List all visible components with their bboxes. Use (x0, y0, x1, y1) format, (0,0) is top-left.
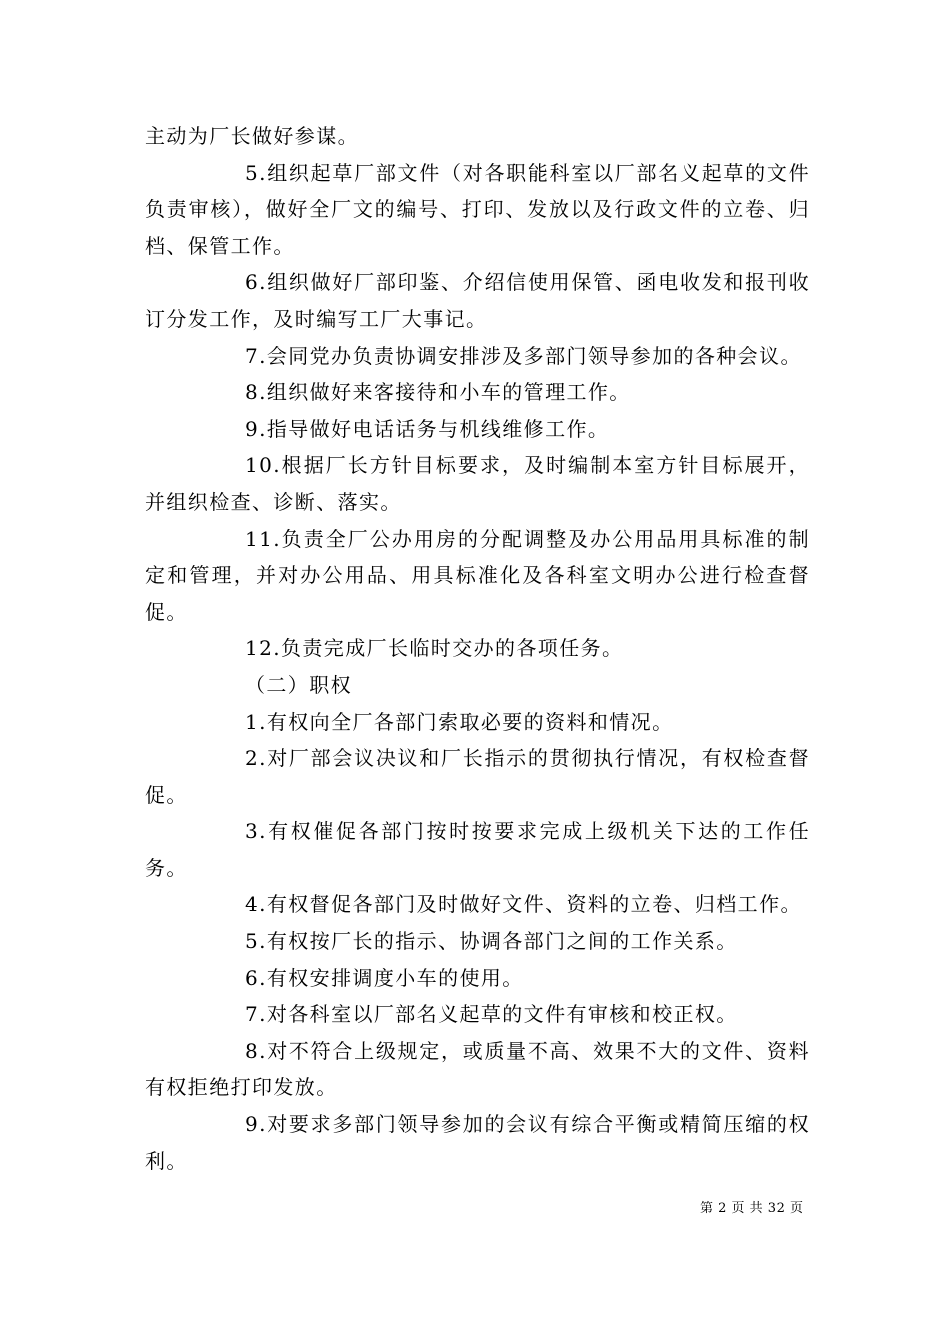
power-item-3: 3.有权催促各部门按时按要求完成上级机关下达的工作任务。 (145, 819, 810, 880)
paragraph-item-11: 11.负责全厂公办用房的分配调整及办公用品用具标准的制定和管理，并对办公用品、用具标准化及各科室文明办公进行检查督促。 (145, 526, 810, 624)
document-body (145, 118, 810, 1179)
section-heading-powers: （二）职权 (245, 672, 352, 697)
paragraph-item-10: 10.根据厂长方针目标要求，及时编制本室方针目标展开，并组织检查、诊断、落实。 (145, 453, 810, 514)
paragraph-continuation: 主动为厂长做好参谋。 (145, 124, 359, 148)
power-item-1: 1.有权向全厂各部门索取必要的资料和情况。 (245, 709, 674, 734)
power-item-6: 6.有权安排调度小车的使用。 (245, 965, 524, 990)
power-item-7: 7.对各科室以厂部名义起草的文件有审核和校正权。 (245, 1002, 738, 1027)
power-item-8: 8.对不符合上级规定，或质量不高、效果不大的文件、资料有权拒绝打印发放。 (145, 1038, 810, 1100)
paragraph-item-9: 9.指导做好电话话务与机线维修工作。 (245, 416, 610, 441)
paragraph-item-8: 8.组织做好来客接待和小车的管理工作。 (245, 380, 631, 405)
paragraph-item-12: 12.负责完成厂长临时交办的各项任务。 (245, 636, 624, 661)
paragraph-item-6: 6.组织做好厂部印鉴、介绍信使用保管、函电收发和报刊收订分发工作，及时编写工厂大事记。 (145, 270, 810, 331)
power-item-9: 9.对要求多部门领导参加的会议有综合平衡或精简压缩的权利。 (145, 1112, 810, 1173)
power-item-4: 4.有权督促各部门及时做好文件、资料的立卷、归档工作。 (245, 892, 802, 917)
page-number: 第 2 页 共 32 页 (700, 1201, 804, 1216)
paragraph-item-7: 7.会同党办负责协调安排涉及多部门领导参加的各种会议。 (245, 343, 802, 368)
paragraph-item-5: 5.组织起草厂部文件（对各职能科室以厂部名义起草的文件负责审核），做好全厂文的编号、打印、发放以及行政文件的立卷、归档、保管工作。 (145, 160, 810, 258)
power-item-2: 2.对厂部会议决议和厂长指示的贯彻执行情况，有权检查督促。 (145, 746, 810, 807)
power-item-5: 5.有权按厂长的指示、协调各部门之间的工作关系。 (245, 929, 738, 954)
